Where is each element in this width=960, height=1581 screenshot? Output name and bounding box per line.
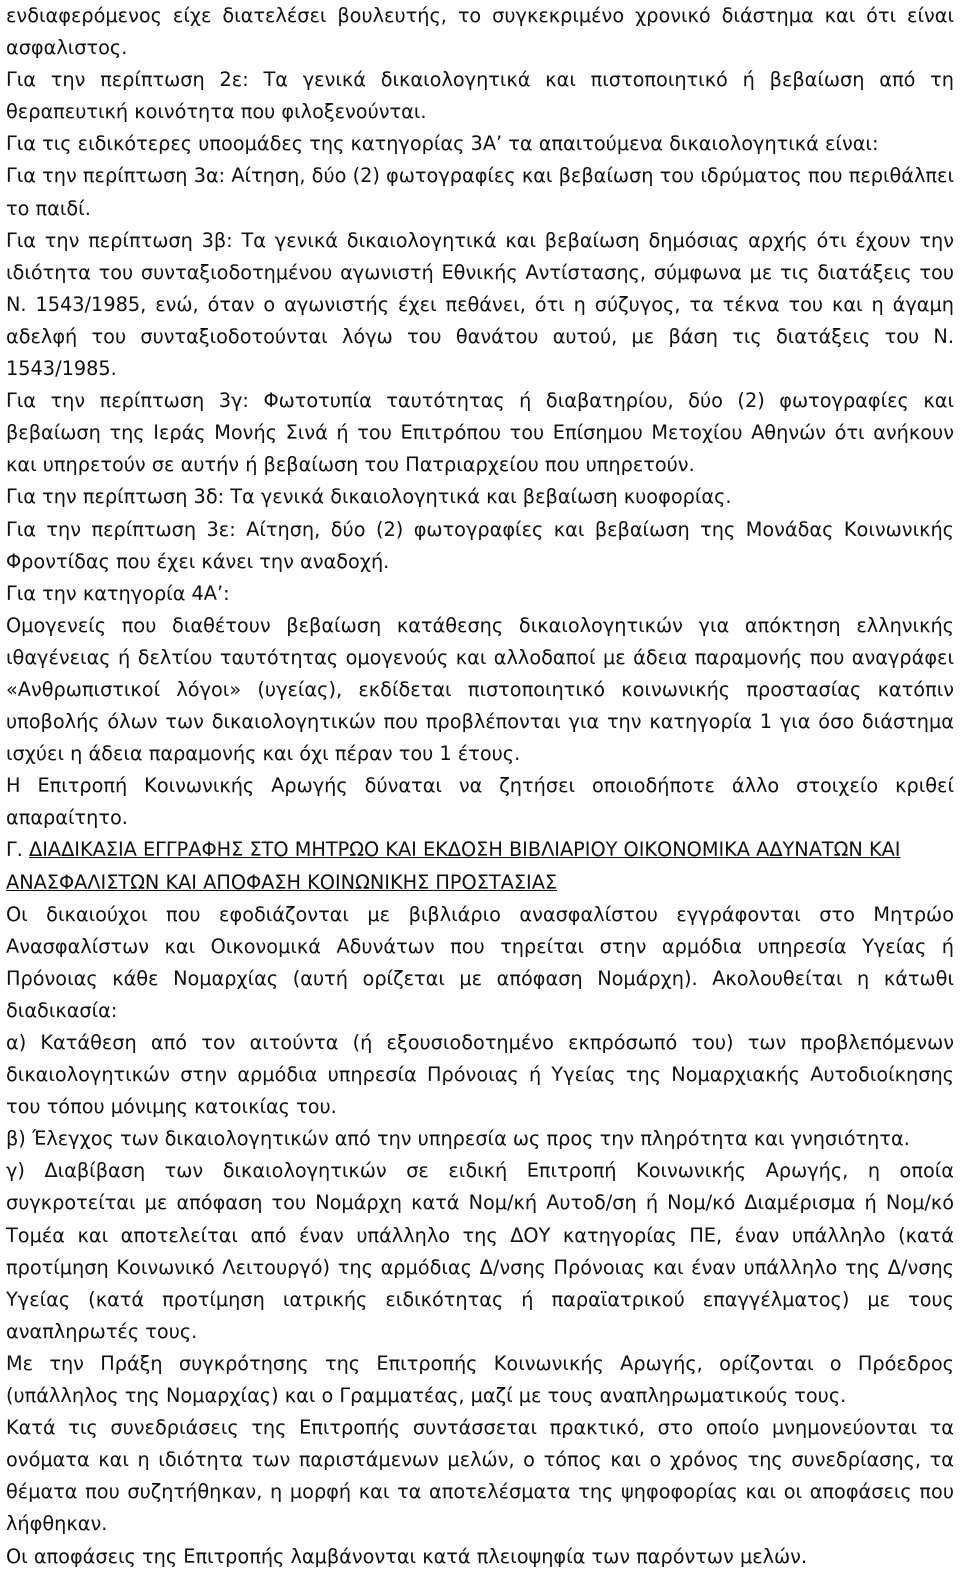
paragraph-step-g: γ) Διαβίβαση των δικαιολογητικών σε ειδική Επιτροπή Κοινωνικής Αρωγής, η οποία συγκροτείται με απόφαση του Νομάρχη κατά Νομ/κή Αυτοδ/ση ή Νομ/κό Διαμέρισμα ή Νομ/κό Τομέα και αποτελείται από έναν υπάλληλο της ΔΟΥ κατηγορίας ΠΕ, έναν υπάλληλο (κατά προτίμηση Κοινωνικό Λειτουργό) της αρμόδιας Δ/νσης Πρόνοιας και έναν υπάλληλο της Δ/νσης Υγείας (κατά προτίμηση ιατρικής ειδικότητας ή παραϊατρικού επαγγέλματος) με τους αναπληρωτές τους.	[6, 1159, 954, 1343]
paragraph-step-b: β) Έλεγχος των δικαιολογητικών από την υπηρεσία ως προς την πληρότητα και γνησιότητα.	[6, 1127, 910, 1151]
paragraph-category-3a-intro: Για τις ειδικότερες υποομάδες της κατηγορίας 3Α’ τα απαιτούμενα δικαιολογητικά είναι:	[6, 132, 879, 156]
section-heading-line-1: ΔΙΑΔΙΚΑΣΙΑ ΕΓΓΡΑΦΗΣ ΣΤΟ ΜΗΤΡΩΟ ΚΑΙ ΕΚΔΟΣΗ ΒΙΒΛΙΑΡΙΟΥ ΟΙΚΟΝΟΜΙΚΑ	[29, 838, 757, 862]
paragraph-majority-decision: Οι αποφάσεις της Επιτροπής λαμβάνονται κατά πλειοψηφία των παρόντων μελών.	[6, 1544, 808, 1568]
paragraph-category-4a-body: Ομογενείς που διαθέτουν βεβαίωση κατάθεσης δικαιολογητικών για απόκτηση ελληνικής ιθαγένειας ή δελτίου ταυτότητας ομογενούς και αλλοδαποί με άδεια παραμονής που αναγράφει «Ανθρωπιστικοί λόγοι» (υγείας), εκδίδεται πιστοποιητικό κοινωνικής προστασίας κατόπιν υποβολής όλων των δικαιολογητικών που προβλέπονται για την κατηγορία 1 για όσο διάστημα ισχύει η άδεια παραμονής και όχι πέραν του 1 έτους.	[6, 613, 954, 766]
paragraph-case-3e: Για την περίπτωση 3ε: Αίτηση, δύο (2) φωτογραφίες και βεβαίωση της Μονάδας Κοινωνικής Φροντίδας που έχει κάνει την αναδοχή.	[6, 517, 954, 573]
paragraph-insured-status: ενδιαφερόμενος είχε διατελέσει βουλευτής, το συγκεκριμένο χρονικό διάστημα και ότι είναι ασφαλιστος.	[6, 4, 954, 60]
paragraph-committee-composition: Με την Πράξη συγκρότησης της Επιτροπής Κοινωνικής Αρωγής, ορίζονται ο Πρόεδρος (υπάλληλος της Νομαρχίας) και ο Γραμματέας, μαζί με τους αναπληρωματικούς τους.	[6, 1351, 954, 1408]
paragraph-step-a: α) Κατάθεση από τον αιτούντα (ή εξουσιοδοτημένο εκπρόσωπό του) των προβλεπόμενων δικαιολογητικών στην αρμόδια υπηρεσία Πρόνοιας ή Υγείας της Νομαρχιακής Αυτοδιοίκησης του τόπου μόνιμης κατοικίας του.	[6, 1031, 954, 1119]
paragraph-registry-intro: Οι δικαιούχοι που εφοδιάζονται με βιβλιάριο ανασφαλίστου εγγράφονται στο Μητρώο Ανασφαλίστων και Οικονομικά Αδυνάτων που τηρείται στην αρμόδια υπηρεσία Υγείας ή Πρόνοιας κάθε Νομαρχίας (αυτή ορίζεται με απόφαση Νομάρχη). Ακολουθείται η κάτωθι διαδικασία:	[6, 902, 954, 1022]
paragraph-case-3a: Για την περίπτωση 3α: Αίτηση, δύο (2) φωτογραφίες και βεβαίωση του ιδρύματος που περιθάλπει το παιδί.	[6, 164, 954, 220]
section-heading-g	[6, 834, 954, 898]
paragraph-case-3d: Για την περίπτωση 3δ: Τα γενικά δικαιολογητικά και βεβαίωση κυοφορίας.	[6, 485, 732, 509]
paragraph-category-4a-intro: Για την κατηγορία 4Α’:	[6, 581, 230, 605]
section-heading-prefix: Γ.	[6, 838, 30, 862]
paragraph-committee-request: Η Επιτροπή Κοινωνικής Αρωγής δύναται να ζητήσει οποιοδήποτε άλλο στοιχείο κριθεί απαραίτητο.	[6, 774, 954, 830]
paragraph-meeting-minutes: Κατά τις συνεδριάσεις της Επιτροπής συντάσσεται πρακτικό, στο οποίο μνημονεύονται τα ονόματα και η ιδιότητα των παριστάμενων μελών, ο τόπος και ο χρόνος της συνεδρίασης, τα θέματα που συζητήθηκαν, η μορφή και τα αποτελέσματα της ψηφοφορίας και οι αποφάσεις που λήφθηκαν.	[6, 1416, 954, 1536]
paragraph-case-3b: Για την περίπτωση 3β: Τα γενικά δικαιολογητικά και βεβαίωση δημόσιας αρχής ότι έχουν την ιδιότητα του συνταξιοδοτημένου αγωνιστή Εθνικής Αντίστασης, σύμφωνα με τις διατάξεις του Ν. 1543/1985, ενώ, όταν ο αγωνιστής έχει πεθάνει, ότι η σύζυγος, τα τέκνα του και η άγαμη αδελφή του συνταξιοδοτούνται λόγω του θανάτου αυτού, με βάση τις διατάξεις του Ν. 1543/1985.	[6, 228, 954, 381]
paragraph-case-2e: Για την περίπτωση 2ε: Τα γενικά δικαιολογητικά και πιστοποιητικό ή βεβαίωση από τη θεραπευτική κοινότητα που φιλοξενούνται.	[6, 68, 954, 124]
paragraph-case-3g: Για την περίπτωση 3γ: Φωτοτυπία ταυτότητας ή διαβατηρίου, δύο (2) φωτογραφίες και βεβαίωση της Ιεράς Μονής Σινά ή του Επιτρόπου του Επίσημου Μετοχίου Αθηνών ότι ανήκουν και υπηρετούν σε αυτήν ή βεβαίωση του Πατριαρχείου που υπηρετούν.	[6, 389, 954, 477]
section-heading-line-2: ΑΔΥΝΑΤΩΝ ΚΑΙ ΑΝΑΣΦΑΛΙΣΤΩΝ ΚΑΙ ΑΠΟΦΑΣΗ ΚΟΙΝΩΝΙΚΗΣ ΠΡΟΣΤΑΣΙΑΣ	[6, 838, 901, 894]
